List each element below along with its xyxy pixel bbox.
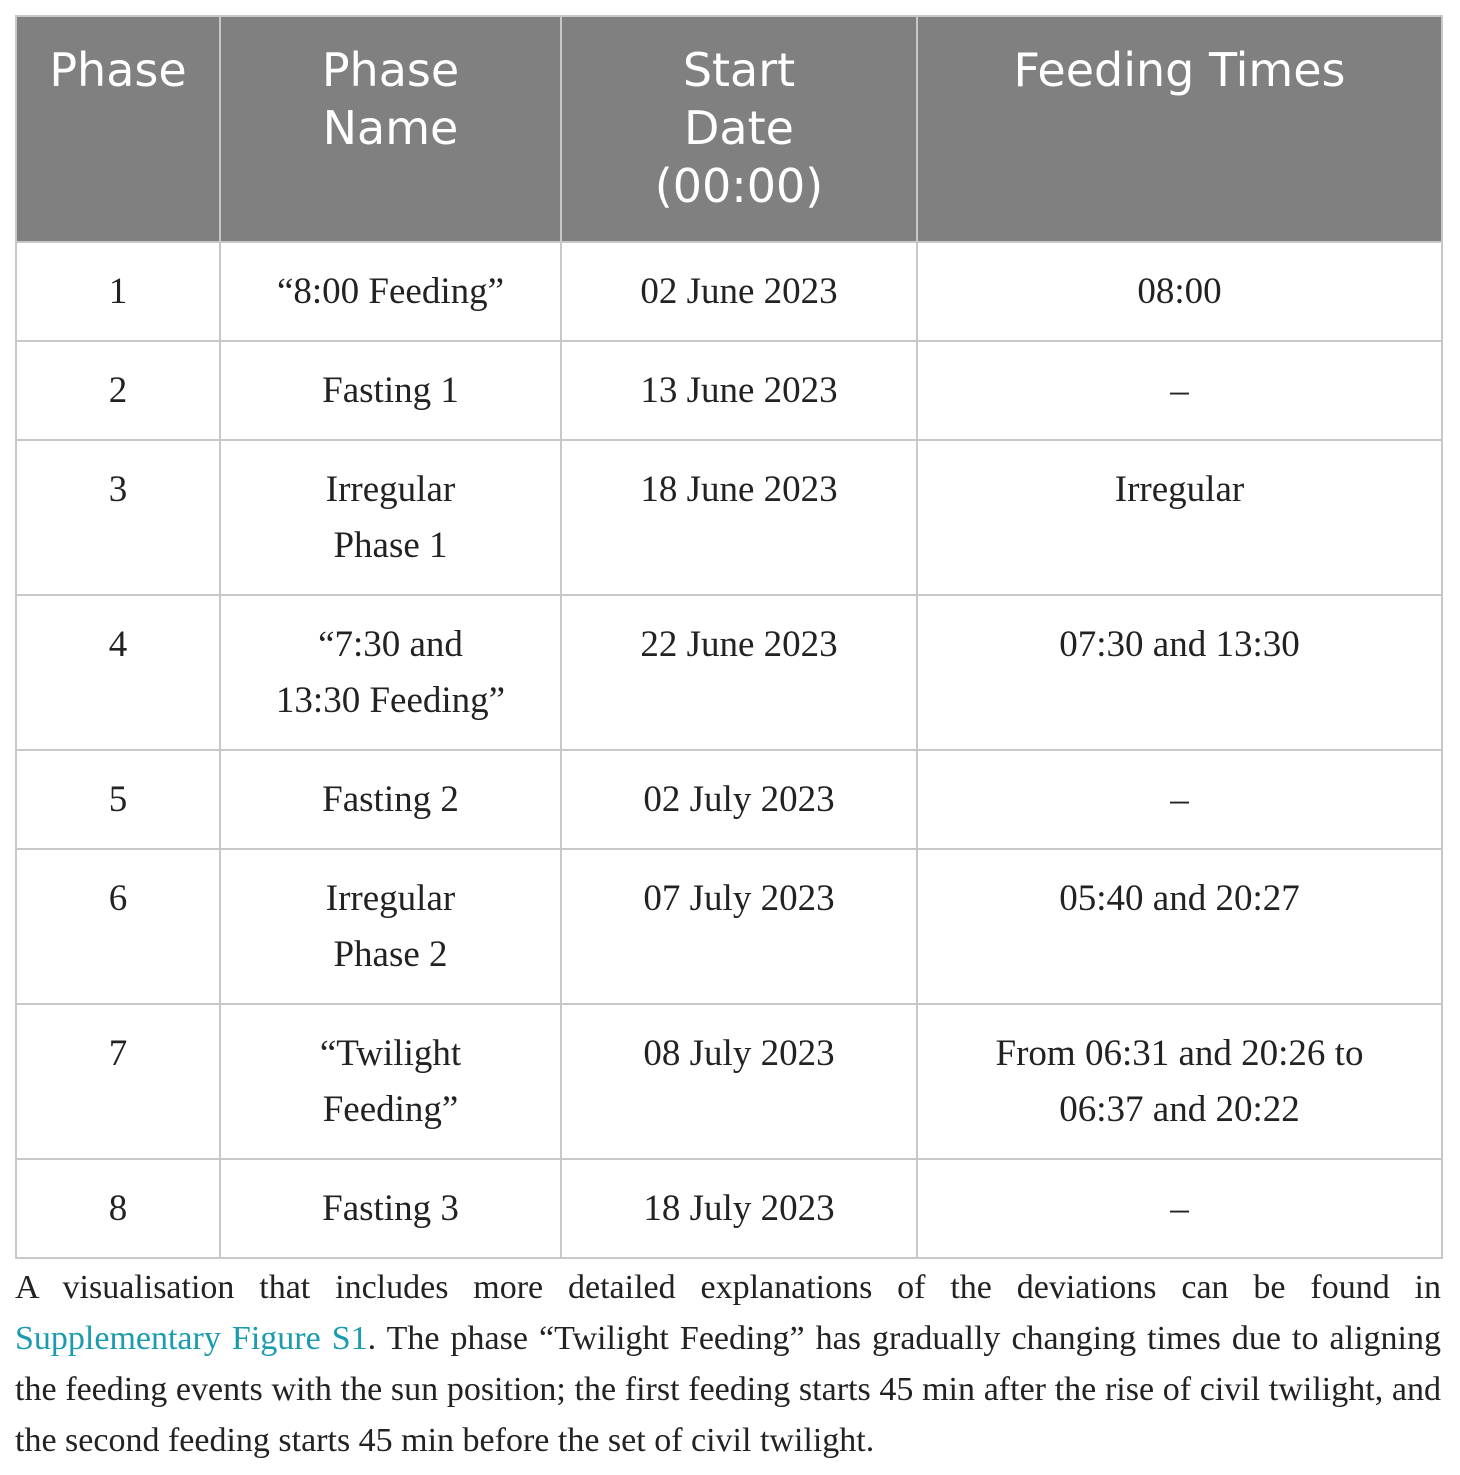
cell-start-date: 13 June 2023 [561,341,917,440]
table-row [16,849,1442,1004]
cell-start-date: 18 June 2023 [561,440,917,595]
cell-feeding-times [917,1159,1442,1258]
header-phase-name [220,16,561,242]
cell-line: (00:00) [654,159,824,213]
cell-line: Phase [321,43,460,97]
cell-line: – [1170,1188,1189,1229]
header-start-date [561,16,917,242]
table-row [16,440,1442,595]
cell-line: Feeding” [322,1089,459,1130]
cell-line: Phase 2 [333,934,448,975]
cell-line: 06:37 and 20:22 [1059,1089,1300,1130]
cell-phase: 1 [16,242,220,341]
table-row [16,595,1442,750]
cell-phase-name [220,242,561,341]
cell-line: “Twilight [319,1033,462,1074]
table-row [16,242,1442,341]
cell-phase: 6 [16,849,220,1004]
cell-feeding-times [917,242,1442,341]
cell-line: Feeding Times [1013,43,1346,97]
cell-feeding-times [917,1004,1442,1159]
table-body [16,242,1442,1258]
cell-phase-name [220,750,561,849]
cell-start-date: 02 June 2023 [561,242,917,341]
cell-phase: 4 [16,595,220,750]
cell-line: 07:30 and 13:30 [1059,624,1300,665]
table-row [16,1159,1442,1258]
cell-line: 08:00 [1137,271,1222,312]
supplementary-figure-link[interactable]: Supplementary Figure S1 [15,1320,368,1357]
cell-line: Fasting 1 [322,370,459,411]
cell-phase-name [220,1004,561,1159]
cell-phase-name [220,440,561,595]
table-row [16,1004,1442,1159]
cell-feeding-times [917,440,1442,595]
cell-phase: 8 [16,1159,220,1258]
cell-line: Irregular [325,469,456,510]
cell-line: – [1170,370,1189,411]
cell-line: 05:40 and 20:27 [1059,878,1300,919]
footnote-text-after: . The phase “Twilight Feeding” has gradually changing times due to aligning the feeding events with the sun position; the first feeding starts 45 min after the rise of civil twilight, and the second feeding starts 45 min before the set of civil twilight. [15,1320,1441,1459]
cell-line: Phase 1 [333,525,448,566]
table-footnote [15,1262,1441,1466]
cell-phase: 5 [16,750,220,849]
cell-line: 13:30 Feeding” [275,680,506,721]
cell-line: Name [322,101,459,155]
table-container [15,15,1441,1259]
table-row [16,341,1442,440]
cell-line: Phase [49,43,187,97]
cell-feeding-times [917,849,1442,1004]
cell-line: “7:30 and [318,624,463,665]
table-row [16,750,1442,849]
cell-feeding-times [917,341,1442,440]
cell-phase: 7 [16,1004,220,1159]
cell-feeding-times [917,595,1442,750]
cell-line: Irregular [1114,469,1245,510]
cell-phase: 3 [16,440,220,595]
cell-line: “8:00 Feeding” [276,271,505,312]
cell-start-date: 08 July 2023 [561,1004,917,1159]
cell-line: Fasting 2 [322,779,459,820]
cell-phase: 2 [16,341,220,440]
cell-line: Irregular [325,878,456,919]
cell-phase-name [220,849,561,1004]
cell-line: Start [682,43,796,97]
cell-phase-name [220,595,561,750]
cell-start-date: 02 July 2023 [561,750,917,849]
cell-phase-name [220,1159,561,1258]
cell-line: Date [684,101,794,155]
feeding-phases-table [15,15,1443,1259]
header-phase [16,16,220,242]
table-header-row [16,16,1442,242]
cell-start-date: 07 July 2023 [561,849,917,1004]
cell-feeding-times [917,750,1442,849]
cell-line: Fasting 3 [322,1188,459,1229]
cell-phase-name [220,341,561,440]
cell-line: – [1170,779,1189,820]
footnote-text-before: A visualisation that includes more detailed explanations of the deviations can be found in [15,1269,1441,1306]
header-feeding-times [917,16,1442,242]
cell-line: From 06:31 and 20:26 to [995,1033,1364,1074]
cell-start-date: 18 July 2023 [561,1159,917,1258]
cell-start-date: 22 June 2023 [561,595,917,750]
